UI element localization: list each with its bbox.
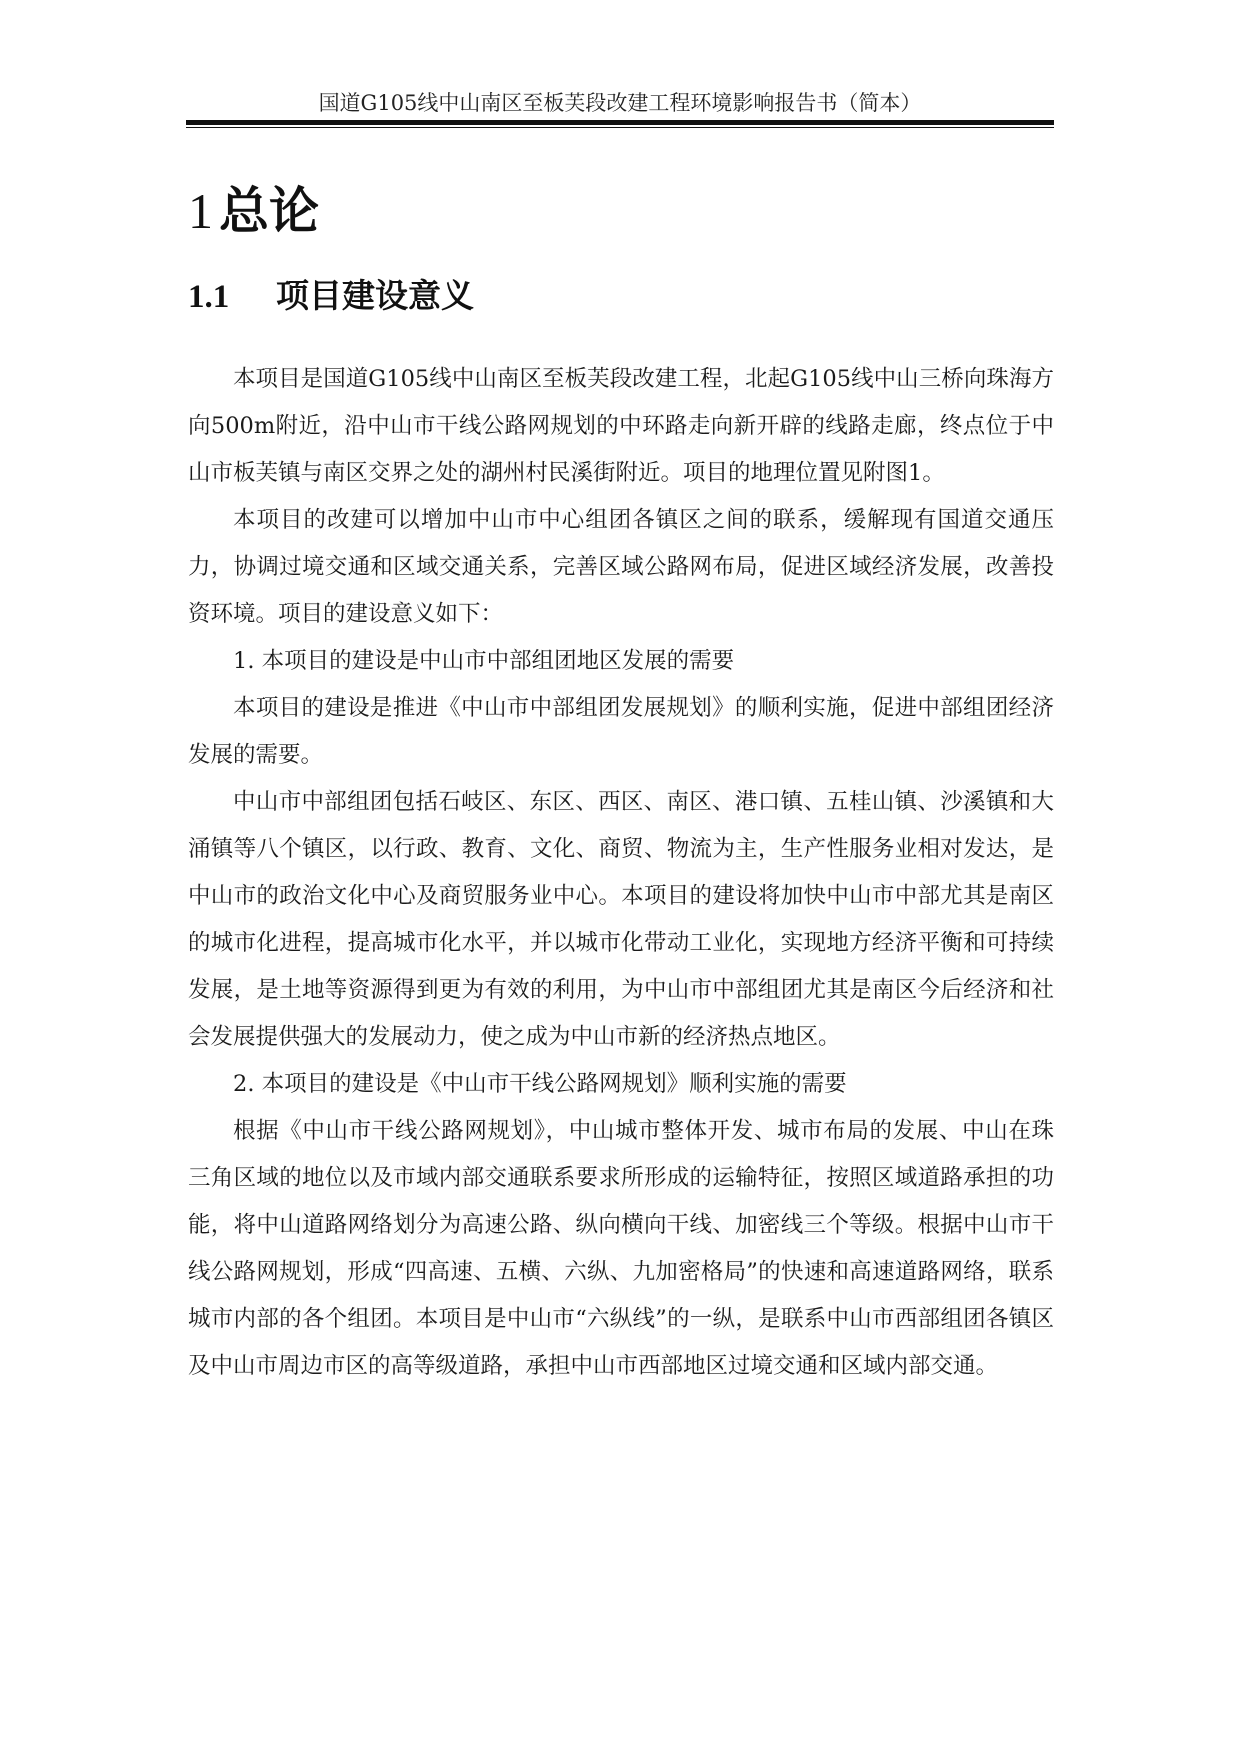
chapter-number: 1: [188, 183, 213, 239]
paragraph: 本项目是国道G105线中山南区至板芙段改建工程，北起G105线中山三桥向珠海方向500m附近，沿中山市干线公路网规划的中环路走向新开辟的线路走廊，终点位于中山市板芙镇与南区交界之处的湖州村民溪街附近。项目的地理位置见附图1。: [188, 366, 1054, 486]
section-number: 1.1: [188, 279, 230, 315]
list-heading-2: 2. 本项目的建设是《中山市干线公路网规划》顺利实施的需要: [233, 1071, 847, 1097]
section-title-text: 项目建设意义: [276, 276, 474, 315]
running-header: 国道G105线中山南区至板芙段改建工程环境影响报告书（简本）: [318, 91, 922, 115]
paragraph: 本项目的建设是推进《中山市中部组团发展规划》的顺利实施，促进中部组团经济发展的需要。: [188, 695, 1054, 768]
paragraph: 本项目的改建可以增加中山市中心组团各镇区之间的联系，缓解现有国道交通压力，协调过境交通和区域交通关系，完善区域公路网布局，促进区域经济发展，改善投资环境。项目的建设意义如下：: [188, 507, 1054, 627]
body-text: [188, 356, 1054, 1390]
chapter-title-text: 总论: [219, 181, 319, 240]
paragraph: 中山市中部组团包括石岐区、东区、西区、南区、港口镇、五桂山镇、沙溪镇和大涌镇等八个镇区，以行政、教育、文化、商贸、物流为主，生产性服务业相对发达，是中山市的政治文化中心及商贸服务业中心。本项目的建设将加快中山市中部尤其是南区的城市化进程，提高城市化水平，并以城市化带动工业化，实现地方经济平衡和可持续发展，是土地等资源得到更为有效的利用，为中山市中部组团尤其是南区今后经济和社会发展提供强大的发展动力，使之成为中山市新的经济热点地区。: [188, 789, 1054, 1050]
list-heading-1: 1. 本项目的建设是中山市中部组团地区发展的需要: [233, 648, 735, 674]
chapter-title: [188, 180, 319, 242]
header-rule-thick: [186, 120, 1054, 125]
header-rule-thin: [186, 127, 1054, 128]
paragraph: 根据《中山市干线公路网规划》，中山城市整体开发、城市布局的发展、中山在珠三角区域的地位以及市域内部交通联系要求所形成的运输特征，按照区域道路承担的功能，将中山道路网络划分为高速公路、纵向横向干线、加密线三个等级。根据中山市干线公路网规划，形成“四高速、五横、六纵、九加密格局”的快速和高速道路网络，联系城市内部的各个组团。本项目是中山市“六纵线”的一纵，是联系中山市西部组团各镇区及中山市周边市区的高等级道路，承担中山市西部地区过境交通和区域内部交通。: [188, 1118, 1054, 1379]
section-title: [188, 274, 474, 319]
